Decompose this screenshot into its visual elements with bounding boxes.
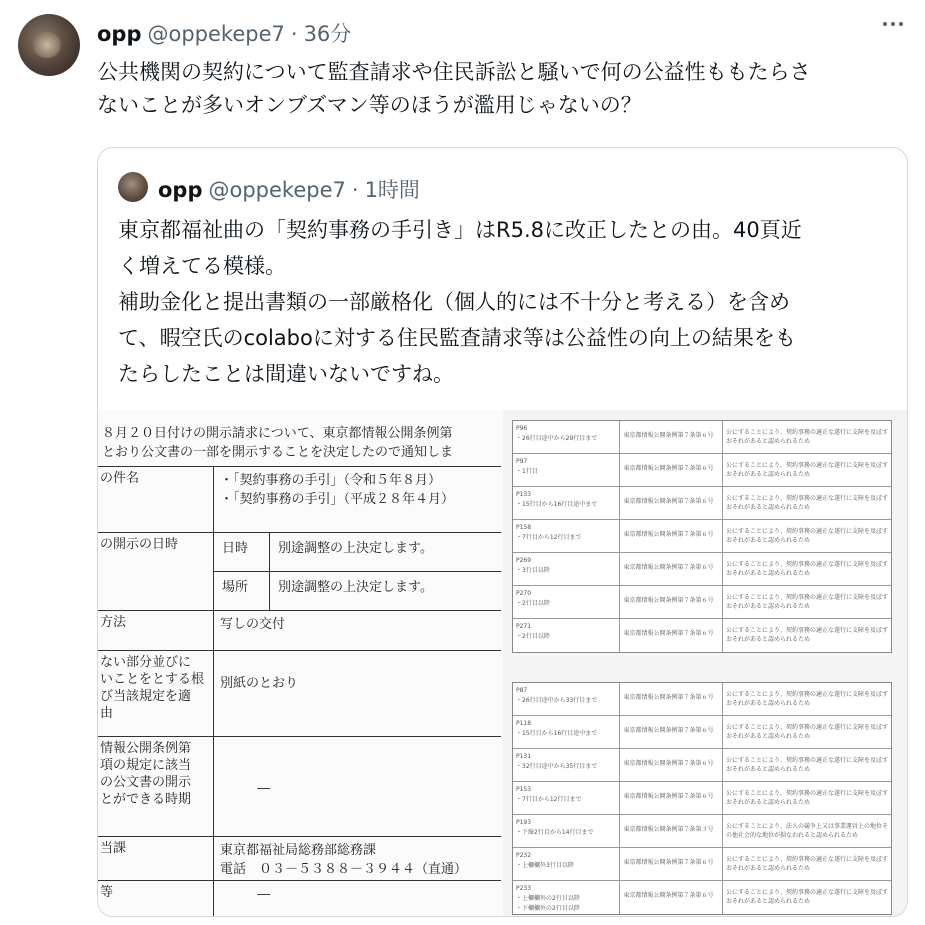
notice-subrow-value: 別途調整の上決定します。 [278, 580, 433, 595]
redaction-table [512, 420, 892, 653]
notice-row-value: 東京都福祉局総務部総務課 電話 ０３－５３８８－３９４４（直通） [220, 843, 468, 877]
notice-table [98, 466, 501, 917]
redaction-row [513, 716, 891, 749]
notice-subrow [214, 533, 501, 572]
notice-row-label: 方法 [98, 611, 214, 650]
notice-row-value [214, 533, 501, 610]
redaction-page-cell: P96 ・26行目途中から29行目まで [513, 421, 620, 453]
redaction-basis-cell: 東京都情報公開条例第７条第６号 [620, 782, 723, 814]
redaction-row [513, 553, 891, 586]
redaction-row [513, 782, 891, 815]
notice-row-value: ― [220, 887, 271, 902]
notice-table-row [98, 837, 501, 881]
notice-subrow-value: 別途調整の上決定します。 [278, 541, 433, 556]
quoted-tweet-header [158, 174, 420, 204]
redaction-row [513, 749, 891, 782]
notice-row-label: 等 [98, 881, 214, 917]
redaction-basis-cell: 東京都情報公開条例第７条第３号 [620, 815, 723, 847]
tweet-timestamp[interactable]: 36分 [303, 22, 352, 46]
redaction-row [513, 619, 891, 652]
redaction-row [513, 586, 891, 619]
notice-intro-text: ８月２０日付けの開示請求について、東京都情報公開条例第 とおり公文書の一部を開示することを決定したので通知しま [102, 426, 454, 460]
redaction-reason-cell: 公にすることにより、契約事務の適正な遂行に支障を及ぼす おそれがあると認められるため [725, 691, 888, 707]
quoted-tweet-text: 東京都福祉曲の「契約事務の手引き」はR5.8に改正したとの由。40頁近 く増えてる模様。 補助金化と提出書類の一部厳格化（個人的には不十分と考える）を含め て、暇空氏のcolaboに対する住民監査請求等は公益性の向上の結果をも たらしたことは間違いないですね。 [118, 218, 802, 386]
redaction-reason-cell: 公にすることにより、契約事務の適正な遂行に支障を及ぼす おそれがあると認められるため [725, 757, 888, 773]
redaction-row [513, 881, 891, 914]
redaction-row [513, 421, 891, 454]
redaction-reason-cell: 公にすることにより、契約事務の適正な遂行に支障を及ぼす おそれがあると認められるため [725, 561, 888, 577]
redaction-basis-cell: 東京都情報公開条例第７条第６号 [620, 553, 723, 585]
quoted-author-name: opp [158, 178, 203, 202]
redaction-page-cell: P271 ・2行目以降 [513, 619, 620, 652]
notice-row-value: ・「契約事務の手引」（令和５年８月） ・「契約事務の手引」（平成２８年４月） [220, 473, 455, 507]
notice-row-label: の開示の日時 [98, 533, 214, 610]
quoted-author-avatar [118, 172, 148, 202]
notice-row-label: の件名 [98, 467, 214, 532]
quoted-tweet-timestamp: 1時間 [364, 178, 420, 202]
redaction-basis-cell: 東京都情報公開条例第７条第６号 [620, 520, 723, 552]
redaction-reason-cell: 公にすることにより、契約事務の適正な遂行に支障を及ぼす おそれがあると認められるため [725, 627, 888, 643]
redaction-page-cell: P118 ・15行目から16行目途中まで [513, 716, 620, 748]
redaction-reason-cell: 公にすることにより、契約事務の適正な遂行に支障を及ぼす おそれがあると認められるため [725, 429, 888, 445]
redaction-page-cell: P232 ・上欄欄外3行目以降 [513, 848, 620, 880]
redaction-page-cell: P158 ・7行目から12行目まで [513, 520, 620, 552]
redaction-basis-cell: 東京都情報公開条例第７条第６号 [620, 716, 723, 748]
quoted-tweet[interactable] [97, 147, 908, 917]
separator-dot: · [290, 22, 298, 46]
redaction-page-cell: P269 ・3行目以降 [513, 553, 620, 585]
notice-subrow-key: 日時 [214, 533, 270, 571]
redaction-row [513, 683, 891, 716]
redaction-page-cell: P133 ・15行目から16行目途中まで [513, 487, 620, 519]
redaction-reason-cell: 公にすることにより、契約事務の適正な遂行に支障を及ぼす おそれがあると認められるため [725, 528, 888, 544]
redaction-basis-cell: 東京都情報公開条例第７条第６号 [620, 683, 723, 715]
notice-row-label: ない部分並びに いことをとする根 び当該規定を適 由 [98, 651, 214, 736]
notice-table-row [98, 533, 501, 611]
redaction-page-cell: P97 ・1行目 [513, 454, 620, 486]
redaction-reason-cell: 公にすることにより、契約事務の適正な遂行に支障を及ぼす おそれがあると認められるため [725, 889, 888, 905]
redaction-basis-cell: 東京都情報公開条例第７条第６号 [620, 749, 723, 781]
author-handle[interactable]: @oppekepe7 [147, 22, 285, 46]
redaction-page-cell: P87 ・26行目途中から33行目まで [513, 683, 620, 715]
notice-table-row [98, 467, 501, 533]
notice-row-label: 情報公開条例第 項の規定に該当 の公文書の開示 とができる時期 [98, 737, 214, 836]
redaction-reason-cell: 公にすることにより、法人の競争上又は事業運営上の地位そ の他社会的な地位が損なわれると認められるため [725, 823, 888, 839]
notice-subrow-key: 場所 [214, 572, 270, 610]
notice-row-value: 写しの交付 [220, 617, 286, 632]
disclosure-notice-image[interactable] [98, 410, 503, 917]
redaction-basis-cell: 東京都情報公開条例第７条第６号 [620, 881, 723, 914]
redaction-table [512, 682, 892, 915]
quoted-separator-dot: · [351, 178, 359, 202]
author-avatar[interactable] [18, 14, 80, 76]
notice-row-value: ― [257, 781, 271, 796]
notice-table-row [98, 881, 501, 917]
redaction-row [513, 815, 891, 848]
redaction-basis-cell: 東京都情報公開条例第７条第６号 [620, 586, 723, 618]
tweet-header [97, 18, 352, 46]
redaction-page-cell: P153 ・7行目から12行目まで [513, 782, 620, 814]
redaction-reason-cell: 公にすることにより、契約事務の適正な遂行に支障を及ぼす おそれがあると認められるため [725, 495, 888, 511]
notice-subrow [214, 572, 501, 610]
redaction-basis-cell: 東京都情報公開条例第７条第６号 [620, 487, 723, 519]
notice-row-value: 別紙のとおり [220, 676, 299, 691]
redaction-basis-cell: 東京都情報公開条例第７条第６号 [620, 619, 723, 652]
tweet-text: 公共機関の契約について監査請求や住民訴訟と騒いで何の公益性ももたらさ ないことが多いオンブズマン等のほうが濫用じゃないの？ [97, 60, 811, 117]
author-name[interactable]: opp [97, 22, 142, 46]
notice-table-row [98, 737, 501, 837]
redaction-page-cell: P193 ・下線2行目から14行目まで [513, 815, 620, 847]
redaction-basis-cell: 東京都情報公開条例第７条第６号 [620, 848, 723, 880]
quoted-tweet-media[interactable] [98, 410, 908, 917]
redaction-page-cell: P131 ・32行目途中から35行目まで [513, 749, 620, 781]
redaction-row [513, 848, 891, 881]
redaction-page-cell: P270 ・2行目以降 [513, 586, 620, 618]
redaction-list-image[interactable] [512, 414, 904, 917]
redaction-page-cell: P233 ・上欄欄外の2行目以降 ・下欄欄外の2行目以降 [513, 881, 620, 914]
quoted-author-handle: @oppekepe7 [208, 178, 346, 202]
redaction-basis-cell: 東京都情報公開条例第７条第６号 [620, 421, 723, 453]
notice-table-row [98, 611, 501, 651]
more-options-icon[interactable] [883, 22, 903, 28]
redaction-reason-cell: 公にすることにより、契約事務の適正な遂行に支障を及ぼす おそれがあると認められるため [725, 594, 888, 610]
redaction-row [513, 454, 891, 487]
redaction-reason-cell: 公にすることにより、契約事務の適正な遂行に支障を及ぼす おそれがあると認められるため [725, 462, 888, 478]
redaction-basis-cell: 東京都情報公開条例第７条第６号 [620, 454, 723, 486]
notice-row-label: 当課 [98, 837, 214, 880]
redaction-reason-cell: 公にすることにより、契約事務の適正な遂行に支障を及ぼす おそれがあると認められるため [725, 724, 888, 740]
redaction-reason-cell: 公にすることにより、契約事務の適正な遂行に支障を及ぼす おそれがあると認められるため [725, 856, 888, 872]
notice-table-row [98, 651, 501, 737]
redaction-row [513, 487, 891, 520]
redaction-reason-cell: 公にすることにより、契約事務の適正な遂行に支障を及ぼす おそれがあると認められるため [725, 790, 888, 806]
redaction-row [513, 520, 891, 553]
